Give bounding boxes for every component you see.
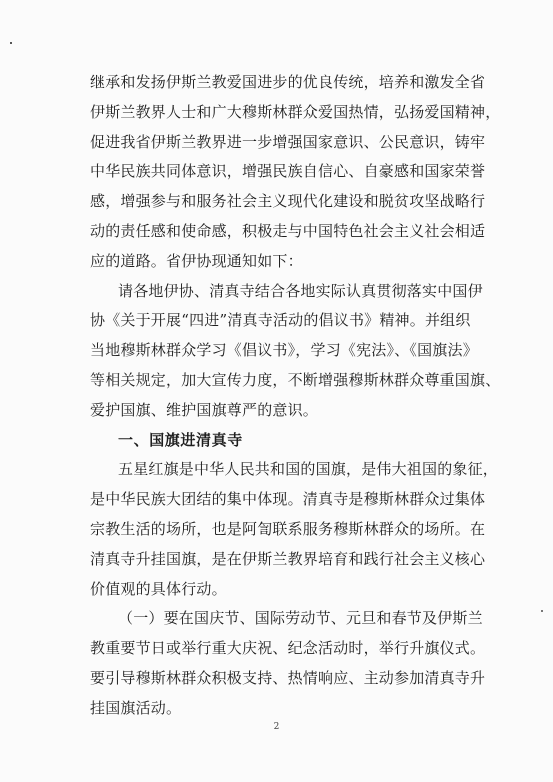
text-line: 应的道路。省伊协现通知如下： — [90, 251, 303, 270]
text-line: 继承和发扬伊斯兰教爱国进步的优良传统，培养和激发全省 — [90, 73, 486, 91]
text-line: 五星红旗是中华人民共和国的国旗，是伟大祖国的象征， — [118, 460, 499, 479]
text-line: 协《关于开展“四进”清真寺活动的倡议书》精神。并组织 — [90, 311, 471, 330]
text-line: 是中华民族大团结的集中体现。清真寺是穆斯林群众过集体 — [90, 490, 486, 509]
section-heading: 一、国旗进清真寺 — [118, 430, 243, 449]
text-line: 要引导穆斯林群众积极支持、热情响应、主动参加清真寺升 — [90, 669, 486, 687]
text-line: 等相关规定，加大宣传力度，不断增强穆斯林群众尊重国旗、 — [90, 371, 501, 389]
scan-speck — [541, 610, 543, 612]
text-line: （一）要在国庆节、国际劳动节、元旦和春节及伊斯兰 — [118, 609, 483, 628]
text-line: 清真寺升挂国旗，是在伊斯兰教界培育和践行社会主义核心 — [90, 549, 486, 568]
text-line: 中华民族共同体意识，增强民族自信心、自豪感和国家荣誉 — [90, 162, 486, 181]
text-line: 教重要节日或举行重大庆祝、纪念活动时，举行升旗仪式。 — [90, 639, 486, 658]
scan-speck — [10, 42, 12, 44]
text-line: 感，增强参与和服务社会主义现代化建设和脱贫攻坚战略行 — [90, 192, 486, 211]
text-line: 挂国旗活动。 — [90, 698, 182, 717]
text-line: 动的责任感和使命感，积极走与中国特色社会主义社会相适 — [90, 222, 486, 240]
page-number: 2 — [273, 722, 280, 732]
text-line: 当地穆斯林群众学习《倡议书》，学习《宪法》、《国旗法》 — [90, 341, 478, 360]
text-line: 请各地伊协、清真寺结合各地实际认真贯彻落实中国伊 — [118, 281, 483, 300]
text-line: 爱护国旗、维护国旗尊严的意识。 — [90, 400, 319, 419]
text-line: 价值观的具体行动。 — [90, 579, 227, 598]
text-line: 宗教生活的场所，也是阿訇联系服务穆斯林群众的场所。在 — [90, 520, 486, 538]
text-line: 伊斯兰教界人士和广大穆斯林群众爱国热情，弘扬爱国精神， — [90, 102, 501, 121]
text-line: 促进我省伊斯兰教界进一步增强国家意识、公民意识，铸牢 — [90, 132, 486, 151]
